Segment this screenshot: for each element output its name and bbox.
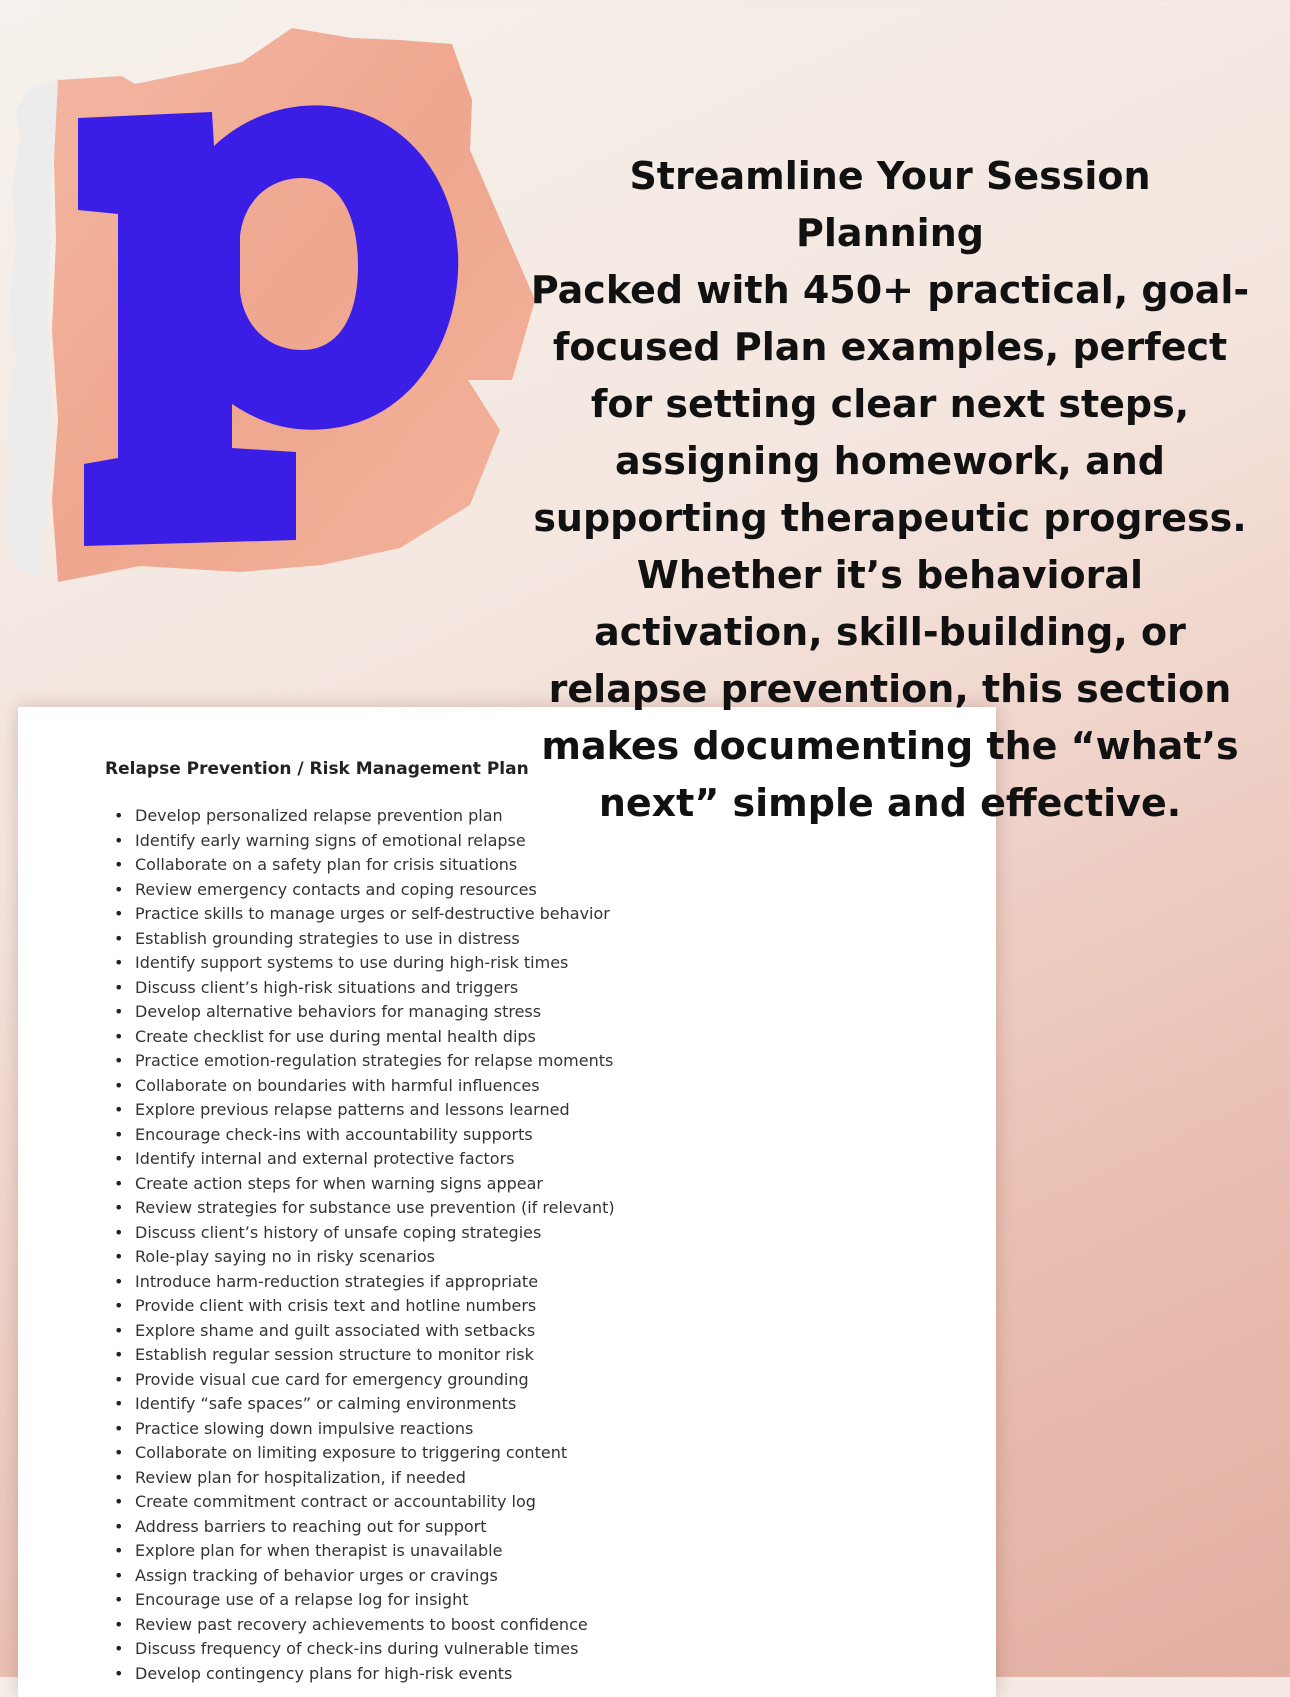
list-item: • Identify internal and external protective factors	[135, 1147, 615, 1172]
list-item: • Explore shame and guilt associated with setbacks	[135, 1319, 615, 1344]
list-item: • Review emergency contacts and coping resources	[135, 878, 615, 903]
headline-line: assigning homework, and	[615, 439, 1165, 483]
list-item: • Establish regular session structure to monitor risk	[135, 1343, 615, 1368]
list-item: • Explore plan for when therapist is unavailable	[135, 1539, 615, 1564]
torn-paper-letter-p-icon	[0, 0, 560, 600]
list-item: • Establish grounding strategies to use in distress	[135, 927, 615, 952]
headline-line: next” simple and effective.	[598, 781, 1182, 825]
list-item: • Practice slowing down impulsive reactions	[135, 1417, 615, 1442]
list-item: • Encourage use of a relapse log for insight	[135, 1588, 615, 1613]
headline-line: Planning	[796, 211, 984, 255]
document-title: Relapse Prevention / Risk Management Plan	[105, 759, 529, 779]
list-item: • Develop contingency plans for high-risk events	[135, 1662, 615, 1687]
list-item: • Provide visual cue card for emergency grounding	[135, 1368, 615, 1393]
letter-p-logo	[0, 0, 560, 600]
list-item: • Create commitment contract or accountability log	[135, 1490, 615, 1515]
list-item: • Discuss client’s history of unsafe coping strategies	[135, 1221, 615, 1246]
list-item: • Introduce harm-reduction strategies if appropriate	[135, 1270, 615, 1295]
list-item: • Provide client with crisis text and hotline numbers	[135, 1294, 615, 1319]
list-item: • Develop personalized relapse prevention plan	[135, 804, 615, 829]
list-item: • Address barriers to reaching out for support	[135, 1515, 615, 1540]
list-item: • Review past recovery achievements to boost confidence	[135, 1613, 615, 1638]
headline-line: focused Plan examples, perfect	[552, 325, 1228, 369]
list-item: • Encourage check-ins with accountability supports	[135, 1123, 615, 1148]
list-item: • Identify early warning signs of emotional relapse	[135, 829, 615, 854]
headline-line: makes documenting the “what’s	[541, 724, 1239, 768]
list-item: • Collaborate on a safety plan for crisis situations	[135, 853, 615, 878]
list-item: • Practice skills to manage urges or self-destructive behavior	[135, 902, 615, 927]
list-item: • Role-play saying no in risky scenarios	[135, 1245, 615, 1270]
list-item: • Practice emotion-regulation strategies for relapse moments	[135, 1049, 615, 1074]
list-item: • Discuss client’s high-risk situations and triggers	[135, 976, 615, 1001]
list-item: • Create checklist for use during mental health dips	[135, 1025, 615, 1050]
headline-line: activation, skill-building, or	[594, 610, 1186, 654]
headline-line: Streamline Your Session	[629, 154, 1151, 198]
headline-line: supporting therapeutic progress.	[533, 496, 1247, 540]
list-item: • Identify support systems to use during high-risk times	[135, 951, 615, 976]
promo-headline	[500, 148, 1280, 832]
list-item: • Discuss frequency of check-ins during vulnerable times	[135, 1637, 615, 1662]
plan-item-list	[135, 804, 615, 1686]
list-item: • Develop alternative behaviors for managing stress	[135, 1000, 615, 1025]
list-item: • Review strategies for substance use prevention (if relevant)	[135, 1196, 615, 1221]
list-item: • Collaborate on limiting exposure to triggering content	[135, 1441, 615, 1466]
list-item: • Collaborate on boundaries with harmful influences	[135, 1074, 615, 1099]
document-page	[18, 707, 996, 1697]
headline-line: Packed with 450+ practical, goal-	[530, 268, 1250, 312]
headline-line: Whether it’s behavioral	[636, 553, 1144, 597]
headline-line: relapse prevention, this section	[548, 667, 1232, 711]
list-item: • Explore previous relapse patterns and lessons learned	[135, 1098, 615, 1123]
list-item: • Identify “safe spaces” or calming environments	[135, 1392, 615, 1417]
list-item: • Create action steps for when warning signs appear	[135, 1172, 615, 1197]
list-item: • Assign tracking of behavior urges or cravings	[135, 1564, 615, 1589]
headline-line: for setting clear next steps,	[590, 382, 1190, 426]
list-item: • Review plan for hospitalization, if needed	[135, 1466, 615, 1491]
